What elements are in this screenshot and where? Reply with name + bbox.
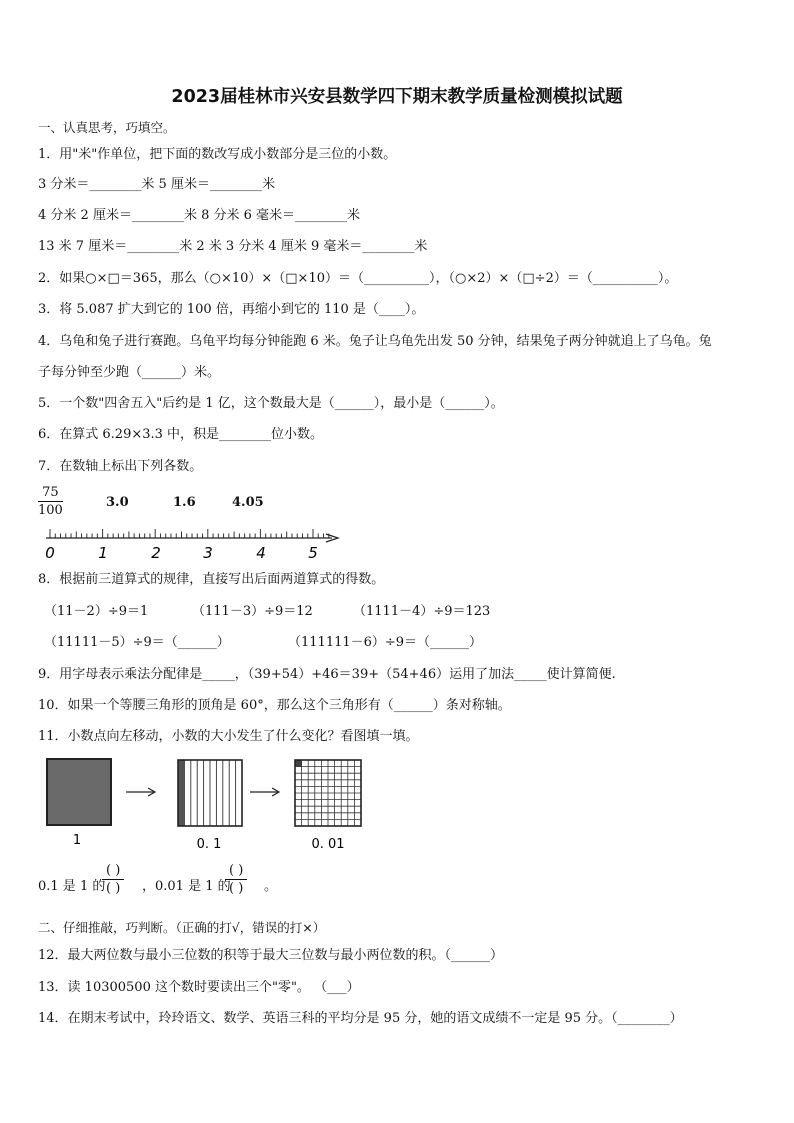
question-7-value-3: 4.05 xyxy=(232,495,264,510)
question-2: 2．如果○×□＝365，那么（○×10）×（□×10）＝（__________），（○×2）×（□÷2）＝（__________）。 xyxy=(38,271,678,286)
question-8-stem: 8．根据前三道算式的规律，直接写出后面两道算式的得数。 xyxy=(38,572,385,587)
question-3: 3．将 5.087 扩大到它的 100 倍，再缩小到它的 110 是（____）。 xyxy=(38,302,425,317)
label-hundredth: 0. 01 xyxy=(311,837,345,852)
question-14: 14．在期末考试中，玲玲语文、数学、英语三科的平均分是 95 分，她的语文成绩不一定是 95 分。（________） xyxy=(38,1011,683,1026)
axis-label-5: 5 xyxy=(308,544,318,562)
axis-label-1: 1 xyxy=(98,544,108,562)
question-8-equation-1: （11－2）÷9＝1 xyxy=(44,604,149,619)
fraction-2-numerator: ( ) xyxy=(225,862,247,880)
question-9: 9．用字母表示乘法分配律是_____，（39+54）+46＝39+（54+46）运用了加法_____使计算简便. xyxy=(38,667,616,682)
question-7-fraction xyxy=(38,484,63,519)
question-8-equation-3: （1111－4）÷9＝123 xyxy=(353,604,491,619)
whole-square xyxy=(47,759,111,825)
label-tenth: 0. 1 xyxy=(196,837,222,852)
question-4-line-2: 子每分钟至少跑（______）米。 xyxy=(38,365,221,380)
label-one: 1 xyxy=(72,833,82,848)
question-11-fraction-1 xyxy=(102,862,124,897)
question-1-line-1: 3 分米＝________米 5 厘米＝________米 xyxy=(38,177,275,192)
question-8-equation-2: （111－3）÷9＝12 xyxy=(192,604,313,619)
question-11-fraction-2 xyxy=(225,862,247,897)
fraction-1-numerator: ( ) xyxy=(102,862,124,880)
question-12: 12．最大两位数与最小三位数的积等于最大三位数与最小两位数的积。（______） xyxy=(38,948,504,963)
question-6: 6．在算式 6.29×3.3 中，积是________位小数。 xyxy=(38,427,324,442)
question-5: 5．一个数"四舍五入"后约是 1 亿，这个数最大是（______），最小是（______）。 xyxy=(38,396,504,411)
axis-label-2: 2 xyxy=(151,544,161,562)
fraction-1-denominator: ( ) xyxy=(106,881,121,896)
question-7-value-1: 3.0 xyxy=(106,495,129,510)
shaded-tenth-cell xyxy=(178,760,184,826)
decimal-grid-figure xyxy=(44,756,374,856)
question-4-line-1: 4．乌龟和兔子进行赛跑。乌龟平均每分钟能跑 6 米。兔子让乌龟先出发 50 分钟，结果兔子两分钟就追上了乌龟。兔 xyxy=(38,334,712,349)
page-title: 2023届桂林市兴安县数学四下期末教学质量检测模拟试题 xyxy=(171,87,623,107)
tenths-square xyxy=(178,760,242,826)
axis-label-3: 3 xyxy=(203,544,213,562)
question-13: 13．读 10300500 这个数时要读出三个"零"。 （___） xyxy=(38,980,360,995)
question-11-stem: 11．小数点向左移动，小数的大小发生了什么变化？看图填一填。 xyxy=(38,729,419,744)
hundredths-square xyxy=(295,760,361,826)
question-7-stem: 7．在数轴上标出下列各数。 xyxy=(38,459,203,474)
question-1-line-3: 13 米 7 厘米＝________米 2 米 3 分米 4 厘米 9 毫米＝________米 xyxy=(38,239,428,254)
section-heading-2: 二、仔细推敲，巧判断。（正确的打√，错误的打×） xyxy=(38,920,326,935)
fraction-2-denominator: ( ) xyxy=(229,881,244,896)
question-8-equation-4: （11111－5）÷9＝（______） xyxy=(44,635,230,650)
question-7-value-2: 1.6 xyxy=(173,495,196,510)
question-1-stem: 1．用"米"作单位，把下面的数改写成小数部分是三位的小数。 xyxy=(38,147,397,162)
axis-label-0: 0 xyxy=(45,544,55,562)
fraction-numerator: 75 xyxy=(38,484,63,502)
fraction-denominator: 100 xyxy=(38,503,63,518)
number-line-ticks xyxy=(50,529,329,538)
question-11-fill-c: 。 xyxy=(264,879,278,894)
number-line xyxy=(40,524,350,564)
question-10: 10．如果一个等腰三角形的顶角是 60°，那么这个三角形有（______）条对称轴。 xyxy=(38,698,511,713)
question-1-line-2: 4 分米 2 厘米＝________米 8 分米 6 毫米＝________米 xyxy=(38,208,361,223)
axis-label-4: 4 xyxy=(256,544,266,562)
question-11-fill-a: 0.1 是 1 的 xyxy=(38,879,106,894)
question-8-equation-5: （111111－6）÷9＝（______） xyxy=(288,635,483,650)
shaded-hundredth-cell xyxy=(295,760,302,767)
section-heading-1: 一、认真思考，巧填空。 xyxy=(38,120,176,135)
question-11-fill-b: ，0.01 是 1 的 xyxy=(142,879,231,894)
